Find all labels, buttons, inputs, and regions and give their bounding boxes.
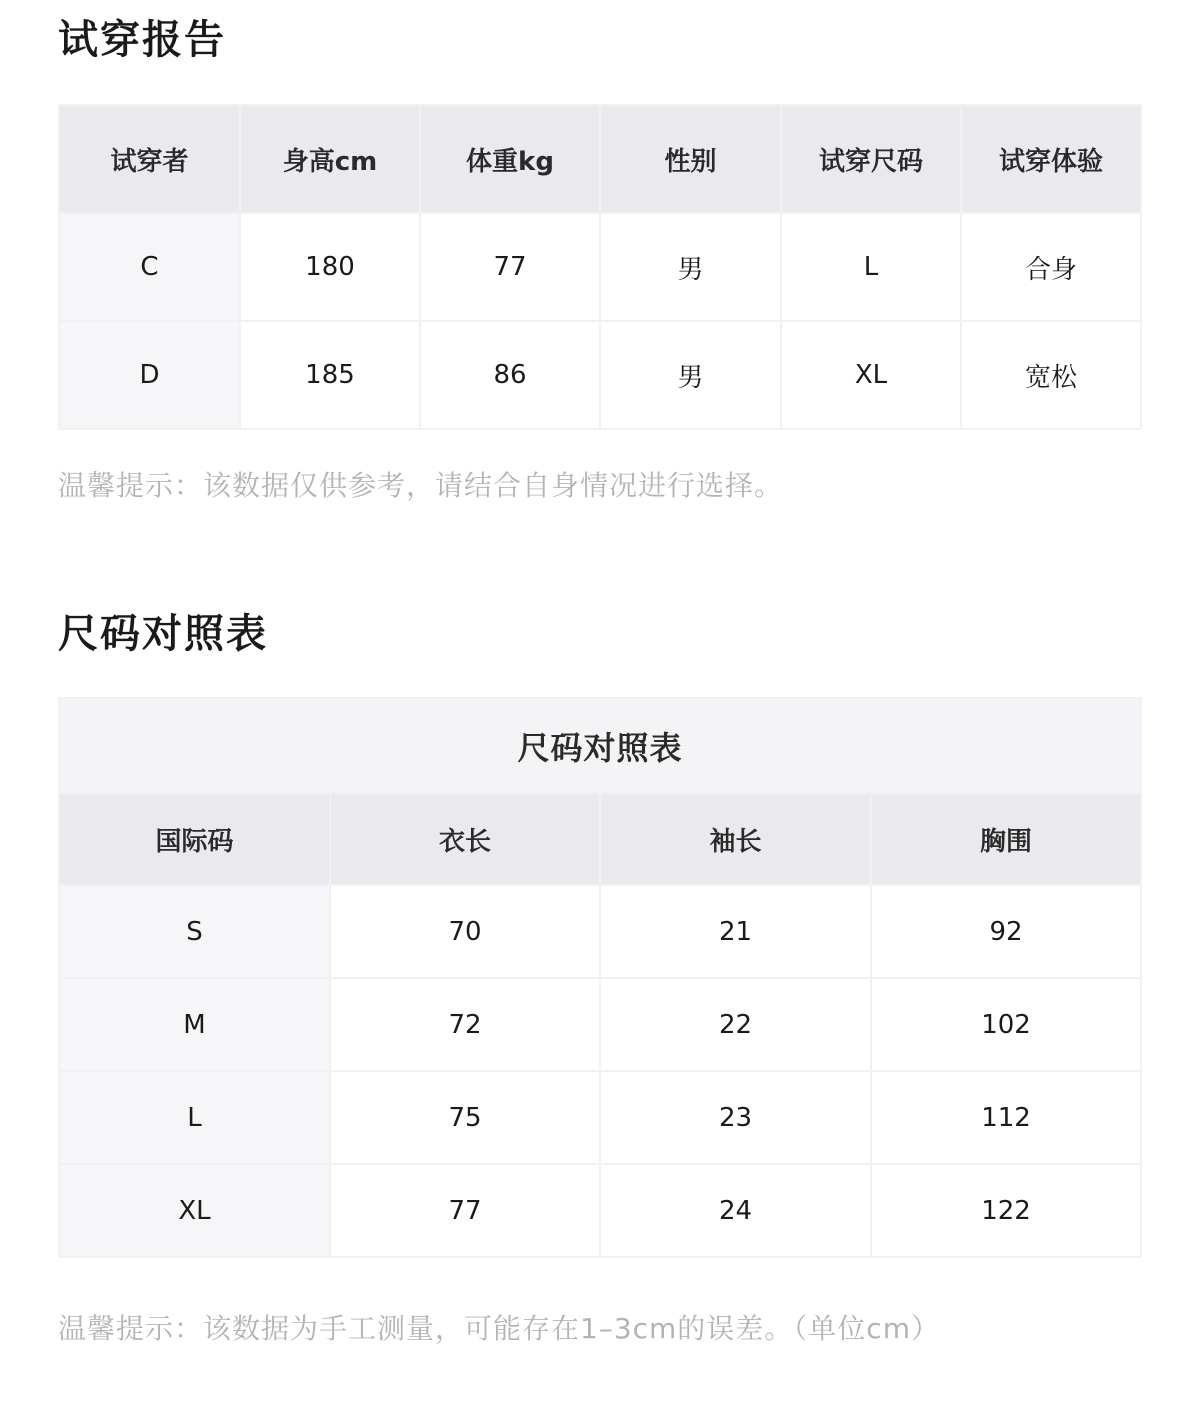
column-header: 国际码 [59,793,330,885]
fit-report-table [58,104,1142,430]
table-cell: 23 [600,1071,871,1164]
report-title: 试穿报告 [58,17,226,63]
table-cell: 22 [600,978,871,1071]
table-cell: 24 [600,1164,871,1257]
table-row [59,321,1141,429]
column-header: 试穿者 [59,105,240,213]
table-cell: D [59,321,240,429]
column-header: 试穿体验 [961,105,1141,213]
table-cell: 77 [420,213,600,321]
table-caption-row [59,698,1141,793]
table-cell: 112 [871,1071,1141,1164]
table-cell: 185 [240,321,420,429]
table-row [59,978,1141,1071]
table-cell: XL [781,321,961,429]
table-cell: 75 [330,1071,600,1164]
column-header: 衣长 [330,793,600,885]
table-row [59,1164,1141,1257]
table-cell: 86 [420,321,600,429]
size-chart-title: 尺码对照表 [58,611,268,657]
table-cell: 180 [240,213,420,321]
table-cell: S [59,885,330,978]
column-header: 胸围 [871,793,1141,885]
table-row [59,213,1141,321]
column-header: 身高cm [240,105,420,213]
table-cell: 男 [600,213,781,321]
table-cell: XL [59,1164,330,1257]
size-chart-note: 温馨提示：该数据为手工测量，可能存在1–3cm的误差。（单位cm） [58,1312,940,1345]
table-cell: M [59,978,330,1071]
table-caption: 尺码对照表 [59,698,1141,793]
table-cell: L [781,213,961,321]
table-cell: 72 [330,978,600,1071]
table-header-row [59,105,1141,213]
table-cell: C [59,213,240,321]
report-note: 温馨提示：该数据仅供参考，请结合自身情况进行选择。 [58,469,784,502]
table-cell: 77 [330,1164,600,1257]
column-header: 试穿尺码 [781,105,961,213]
table-cell: 男 [600,321,781,429]
column-header: 性别 [600,105,781,213]
column-header: 体重kg [420,105,600,213]
table-cell: 21 [600,885,871,978]
table-cell: 92 [871,885,1141,978]
table-header-row [59,793,1141,885]
table-cell: 合身 [961,213,1141,321]
table-cell: 70 [330,885,600,978]
size-chart-table [58,697,1142,1258]
table-cell: L [59,1071,330,1164]
column-header: 袖长 [600,793,871,885]
table-row [59,1071,1141,1164]
table-cell: 宽松 [961,321,1141,429]
table-cell: 122 [871,1164,1141,1257]
table-cell: 102 [871,978,1141,1071]
table-row [59,885,1141,978]
